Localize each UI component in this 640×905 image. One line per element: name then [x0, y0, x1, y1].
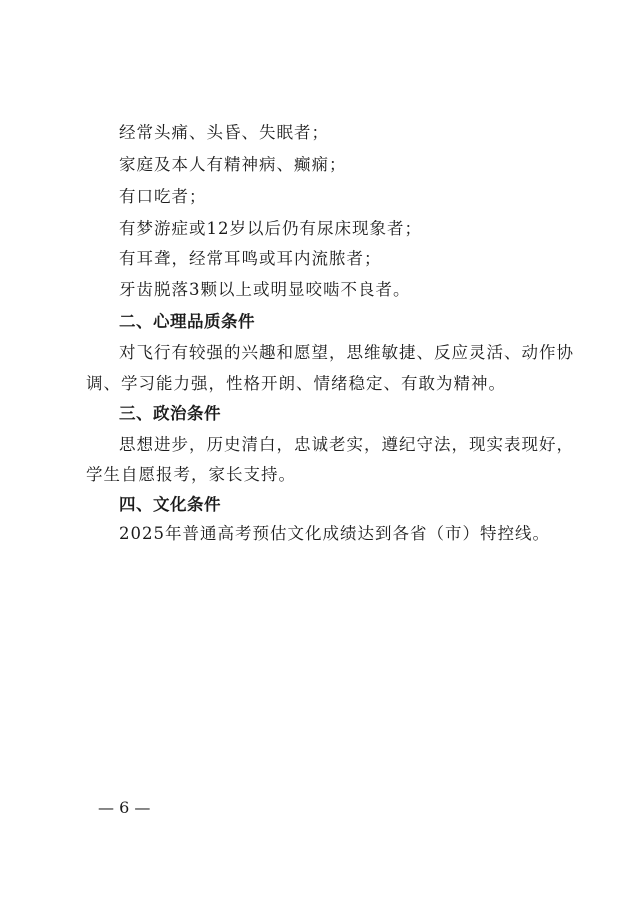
psychological-line-1: 对飞行有较强的兴趣和愿望，思维敏捷、反应灵活、动作协 [119, 343, 574, 362]
cultural-line-1: 2025年普通高考预估文化成绩达到各省（市）特控线。 [119, 524, 550, 543]
section-heading-cultural: 四、文化条件 [119, 495, 221, 514]
page-number: — 6 — [98, 798, 151, 817]
condition-stutter: 有口吃者； [119, 187, 207, 206]
section-heading-political: 三、政治条件 [119, 404, 221, 423]
political-line-1: 思想进步，历史清白，忠诚老实，遵纪守法，现实表现好， [119, 435, 574, 454]
condition-sleepwalking: 有梦游症或12岁以后仍有尿床现象者； [119, 219, 422, 238]
section-heading-psychological: 二、心理品质条件 [119, 312, 255, 331]
condition-teeth: 牙齿脱落3颗以上或明显咬啮不良者。 [119, 280, 411, 299]
political-line-2: 学生自愿报考，家长支持。 [86, 465, 296, 484]
psychological-line-2: 调、学习能力强，性格开朗、情绪稳定、有敢为精神。 [86, 374, 506, 393]
condition-deafness: 有耳聋，经常耳鸣或耳内流脓者； [119, 249, 382, 268]
condition-mental-illness: 家庭及本人有精神病、癫痫； [119, 155, 347, 174]
condition-headache: 经常头痛、头昏、失眠者； [119, 123, 329, 142]
